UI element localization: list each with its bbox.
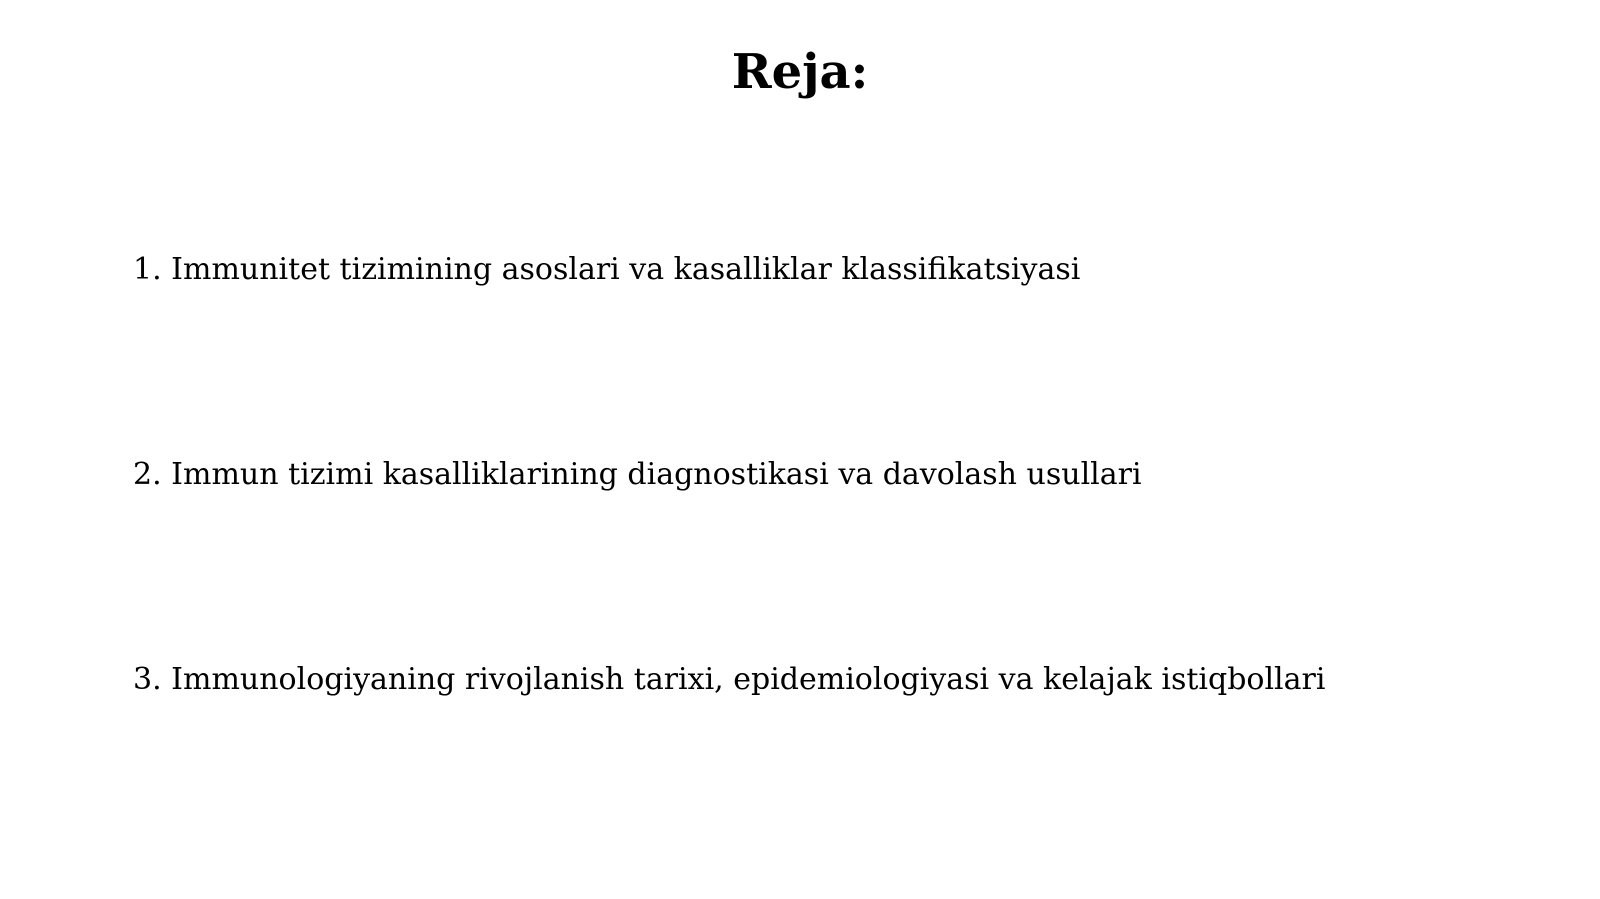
slide-title: Reja: [731,44,869,100]
plan-item-1: 1. Immunitet tizimining asoslari va kasalliklar klassifikatsiyasi [133,252,1081,287]
plan-item-3: 3. Immunologiyaning rivojlanish tarixi, epidemiologiyasi va kelajak istiqbollari [133,662,1326,697]
plan-item-2: 2. Immun tizimi kasalliklarining diagnostikasi va davolash usullari [133,457,1142,492]
